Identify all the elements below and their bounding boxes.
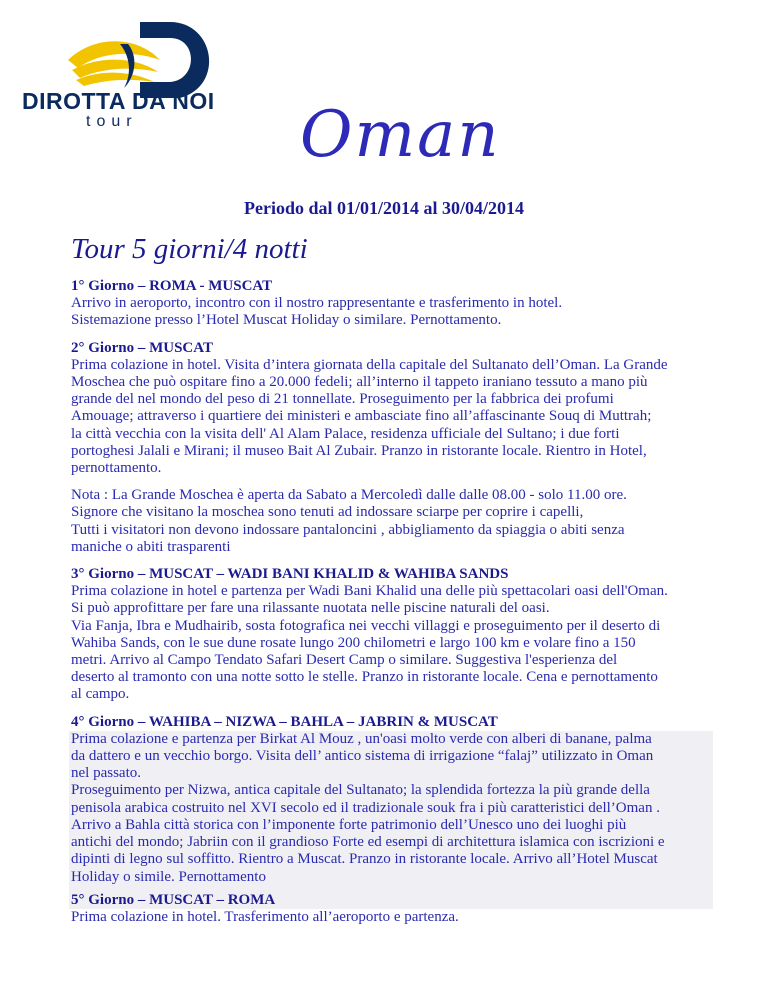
day-title: 4° Giorno – WAHIBA – NIZWA – BAHLA – JABRIN & MUSCAT <box>71 713 498 730</box>
day-line: penisola arabica costruito nel XVI secolo ed il tradizionale souk fra i più caratteristici dell’Oman . <box>71 799 660 816</box>
period-heading: Periodo dal 01/01/2014 al 30/04/2014 <box>243 198 524 218</box>
day-line: Prima colazione e partenza per Birkat Al Mouz , un'oasi molto verde con alberi di banane, palma <box>71 730 652 747</box>
day-line: Wahiba Sands, con le sue dune rosate lungo 200 chilometri e largo 100 km e volare fino a 150 <box>71 634 636 651</box>
note-line: maniche o abiti trasparenti <box>71 538 231 555</box>
day-line: Arrivo a Bahla città storica con l’imponente forte patrimonio dell’Unesco uno dei luoghi più <box>71 816 627 833</box>
day-line: pernottamento. <box>71 460 162 477</box>
day-4-highlight <box>69 731 713 886</box>
note-line: Tutti i visitatori non devono indossare pantaloncini , abbigliamento da spiaggia o abiti senza <box>71 521 625 538</box>
tour-title: Tour 5 giorni/4 notti <box>71 233 308 265</box>
day-line: Arrivo in aeroporto, incontro con il nostro rappresentante e trasferimento in hotel. <box>71 295 563 312</box>
brand-subtitle: tour <box>86 113 138 130</box>
note-line: Nota : La Grande Moschea è aperta da Sabato a Mercoledì dalle dalle 08.00 - solo 11.00 ore. <box>71 487 627 504</box>
destination-title: Oman <box>300 98 501 172</box>
day-line: Prima colazione in hotel e partenza per Wadi Bani Khalid una delle più spettacolari oasi dell'Oman. <box>71 583 668 600</box>
day-2 <box>71 340 711 478</box>
day-line: Moschea che può ospitare fino a 20.000 fedeli; all’interno il tappeto iraniano tessuto a mano più <box>71 374 648 391</box>
itinerary <box>71 278 711 936</box>
day-line: nel passato. <box>71 765 141 782</box>
day-line: deserto al tramonto con una notte sotto le stelle. Pranzo in ristorante locale. Cena e pernottamento <box>71 669 658 686</box>
day-line: Si può approfittare per fare una rilassante nuotata nelle piscine naturali del oasi. <box>71 600 550 617</box>
mosque-note <box>71 487 711 556</box>
day-line: al campo. <box>71 686 130 703</box>
day-line: antichi del mondo; Jabriin con il grandioso Forte ed esempi di architettura islamica con iscrizioni e <box>71 834 665 851</box>
day-line: dipinti di legno sul soffitto. Rientro a Muscat. Pranzo in ristorante locale. Arrivo all’Hotel Muscat <box>71 851 658 868</box>
day-line: Sistemazione presso l’Hotel Muscat Holiday o similare. Pernottamento. <box>71 312 502 329</box>
day-title: 3° Giorno – MUSCAT – WADI BANI KHALID & WAHIBA SANDS <box>71 566 509 583</box>
day-line: Via Fanja, Ibra e Mudhairib, sosta fotografica nei vecchi villaggi e proseguimento per il deserto di <box>71 617 661 634</box>
day-line: la città vecchia con la visita dell' Al Alam Palace, residenza ufficiale del Sultano; i due forti <box>71 425 620 442</box>
note-line: Signore che visitano la moschea sono tenuti ad indossare sciarpe per coprire i capelli, <box>71 504 584 521</box>
day-line: Prima colazione in hotel. Visita d’intera giornata della capitale del Sultanato dell’Oman. La Grande <box>71 356 668 373</box>
day-line: Prima colazione in hotel. Trasferimento all’aeroporto e partenza. <box>71 908 459 925</box>
day-line: Holiday o simile. Pernottamento <box>71 868 266 885</box>
day-line: portoghesi Jalali e Mirani; il museo Bait Al Zubair. Pranzo in ristorante locale. Rientro in Hotel, <box>71 442 647 459</box>
day-line: grande del nel mondo del peso di 21 tonnellate. Proseguimento per la fabbrica dei profumi <box>71 391 614 408</box>
brand-name: DIROTTA DA NOI <box>22 88 215 114</box>
day-title: 5° Giorno – MUSCAT – ROMA <box>69 886 713 909</box>
day-title: 2° Giorno – MUSCAT <box>71 339 213 356</box>
day-line: Proseguimento per Nizwa, antica capitale del Sultanato; la splendida fortezza la più grande della <box>71 782 650 799</box>
day-3 <box>71 566 711 704</box>
day-line: Amouage; attraverso i quartiere dei ministeri e ambasciate fino all’affascinante Souq di Muttrah; <box>71 408 652 425</box>
day-line: metri. Arrivo al Campo Tendato Safari Desert Camp o similare. Suggestiva l'esperienza del <box>71 652 618 669</box>
day-title: 1° Giorno – ROMA - MUSCAT <box>71 278 273 294</box>
day-1 <box>71 278 711 330</box>
day-5 <box>71 886 711 926</box>
day-4 <box>71 714 711 886</box>
day-line: da dattero e un vecchio borgo. Visita dell’ antico sistema di irrigazione “falaj” utilizzato in Oman <box>71 748 654 765</box>
